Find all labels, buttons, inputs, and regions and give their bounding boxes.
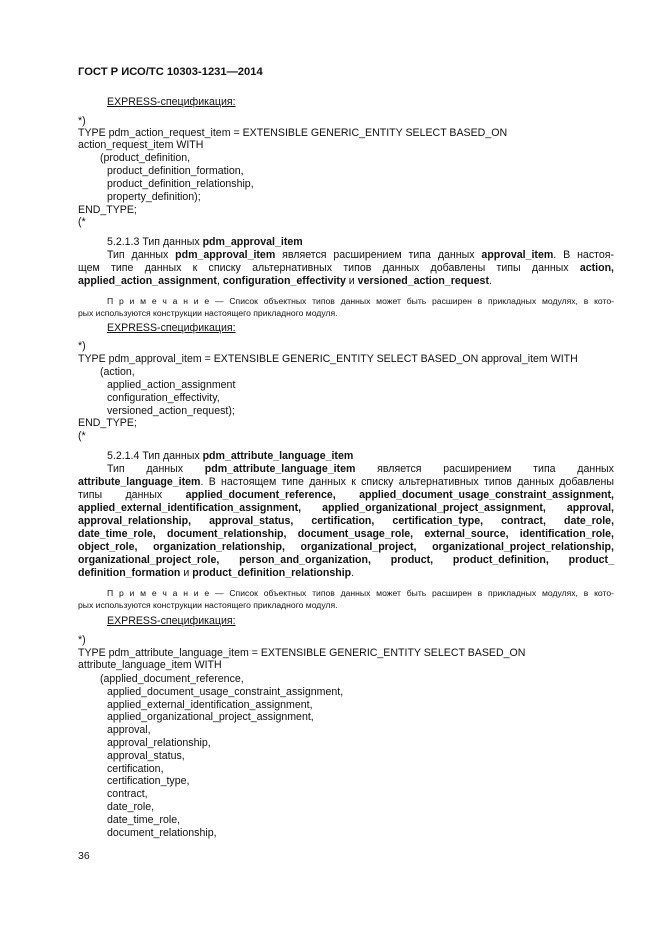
section-paragraph-line [78, 489, 614, 502]
text-run: данных [146, 463, 184, 475]
section-paragraph-line [78, 502, 614, 515]
type-name: applied_document_reference, [185, 489, 336, 501]
text-run: данных [125, 489, 163, 501]
type-name: approval_relationship, [78, 515, 192, 527]
section-heading-5213: 5.2.1.3 Тип данных pdm_approval_item [107, 236, 303, 248]
section-heading-5214: 5.2.1.4 Тип данных pdm_attribute_language_item [107, 450, 354, 462]
type-name: person_and_organization, [239, 554, 371, 566]
type-name: product_definition_relationship [192, 567, 352, 579]
type-name: identification_role, [519, 528, 614, 540]
code-end-type: END_TYPE; [78, 417, 137, 429]
code-item: applied_action_assignment [107, 379, 236, 391]
code-item: approval_status, [107, 749, 185, 762]
text-run: . В настоящем типе данных к списку альтернативных типов данных добавлены [200, 476, 614, 488]
section-paragraph-line [78, 528, 614, 541]
code-item: applied_document_usage_constraint_assignment, [107, 685, 344, 698]
code-type-line: TYPE pdm_approval_item = EXTENSIBLE GENERIC_ENTITY SELECT BASED_ON approval_item WITH [78, 353, 578, 365]
section-paragraph-line: applied_action_assignment, configuration_effectivity и versioned_action_request. [78, 275, 492, 287]
type-name: applied_organizational_project_assignment, [322, 502, 546, 514]
note-line: рых используются конструкции настоящего прикладного модуля. [78, 600, 338, 610]
page-number: 36 [78, 850, 90, 862]
code-item: product_definition_formation, [107, 165, 244, 177]
code-item: (product_definition, [100, 152, 191, 164]
type-name: external_source, [424, 528, 509, 540]
type-name: product_ [568, 554, 614, 566]
document-header: ГОСТ Р ИСО/ТС 10303-1231—2014 [78, 66, 263, 78]
section-paragraph-line: Тип данных pdm_approval_item является расширением типа данных approval_item. В настоя- [107, 249, 615, 261]
section-paragraph-line [78, 476, 614, 489]
type-name: approval, [566, 502, 614, 514]
section-paragraph-line [78, 463, 614, 476]
note-line: П р и м е ч а н и е — Список объектных типов данных может быть расширен в прикладных модулях, в кото- [107, 296, 614, 306]
type-name: date_role, [563, 515, 615, 527]
code-type-line: TYPE pdm_attribute_language_item = EXTENSIBLE GENERIC_ENTITY SELECT BASED_ON [78, 647, 526, 659]
note-line: рых используются конструкции настоящего прикладного модуля. [78, 308, 338, 318]
code-comment-close: (* [78, 430, 86, 442]
code-end-type: END_TYPE; [78, 204, 137, 216]
code-item: versioned_action_request); [107, 405, 235, 417]
text-run: . [351, 567, 355, 579]
type-name: object_role, [78, 541, 138, 553]
section-paragraph-line [78, 554, 614, 567]
code-comment-open: *) [78, 340, 86, 352]
text-run: данных [577, 463, 614, 475]
section-paragraph-line [78, 515, 614, 528]
type-name: applied_external_identification_assignment, [78, 502, 302, 514]
code-comment-open: *) [78, 115, 86, 127]
code-item: applied_organizational_project_assignment, [107, 711, 314, 724]
type-name: contract, [501, 515, 546, 527]
code-comment-open: *) [78, 634, 86, 646]
express-spec-label: EXPRESS-спецификация: [107, 96, 236, 108]
text-run: и [180, 567, 193, 579]
code-item: (applied_document_reference, [100, 673, 244, 685]
type-name: organization_relationship, [153, 541, 285, 553]
code-item: (action, [100, 366, 135, 378]
type-name: organizational_project_relationship, [432, 541, 614, 553]
code-comment-close: (* [78, 216, 86, 228]
code-item: applied_external_identification_assignment, [107, 698, 313, 711]
type-name: document_relationship, [166, 528, 287, 540]
express-spec-label: EXPRESS-спецификация: [107, 322, 236, 334]
code-item: certification_type, [107, 775, 190, 788]
code-item: product_definition_relationship, [107, 178, 254, 190]
text-run: типы [78, 489, 103, 501]
type-name: certification, [311, 515, 375, 527]
type-name: pdm_attribute_language_item [204, 463, 356, 475]
code-item: date_time_role, [107, 813, 181, 826]
section-paragraph-line: щем типе данных к списку альтернативных типов данных добавлены типы данных action, [78, 262, 614, 274]
section-paragraph-line [78, 567, 614, 580]
note-line: П р и м е ч а н и е — Список объектных типов данных может быть расширен в прикладных модулях, в кото- [107, 588, 614, 598]
type-name: organizational_project_role, [78, 554, 220, 566]
code-item: approval_relationship, [107, 737, 211, 749]
type-name: date_time_role, [78, 528, 156, 540]
section-paragraph-line [78, 541, 614, 554]
code-type-line: TYPE pdm_action_request_item = EXTENSIBLE GENERIC_ENTITY SELECT BASED_ON [78, 127, 508, 139]
type-name: product, [390, 554, 434, 566]
type-name: document_usage_role, [297, 528, 414, 540]
code-item: approval, [107, 724, 151, 737]
text-run: Тип [107, 463, 125, 475]
code-item: configuration_effectivity, [107, 392, 220, 404]
type-name: approval_status, [209, 515, 294, 527]
code-item: contract, [107, 788, 148, 801]
type-name: certification_type, [392, 515, 484, 527]
code-item: property_definition); [107, 191, 201, 203]
type-name: applied_document_usage_constraint_assignment, [359, 489, 614, 501]
type-name: attribute_language_item [78, 476, 201, 488]
text-run: является [377, 463, 422, 475]
code-item: certification, [107, 762, 164, 775]
code-type-line: attribute_language_item WITH [78, 659, 222, 671]
type-name: organizational_project, [300, 541, 417, 553]
code-type-line: action_request_item WITH [78, 139, 204, 151]
text-run: расширением [443, 463, 512, 475]
express-spec-label: EXPRESS-спецификация: [107, 615, 236, 627]
type-name: product_definition, [452, 554, 549, 566]
text-run: типа [533, 463, 556, 475]
code-item: date_role, [107, 801, 155, 813]
code-item: document_relationship, [107, 826, 217, 839]
type-name: definition_formation [78, 567, 181, 579]
